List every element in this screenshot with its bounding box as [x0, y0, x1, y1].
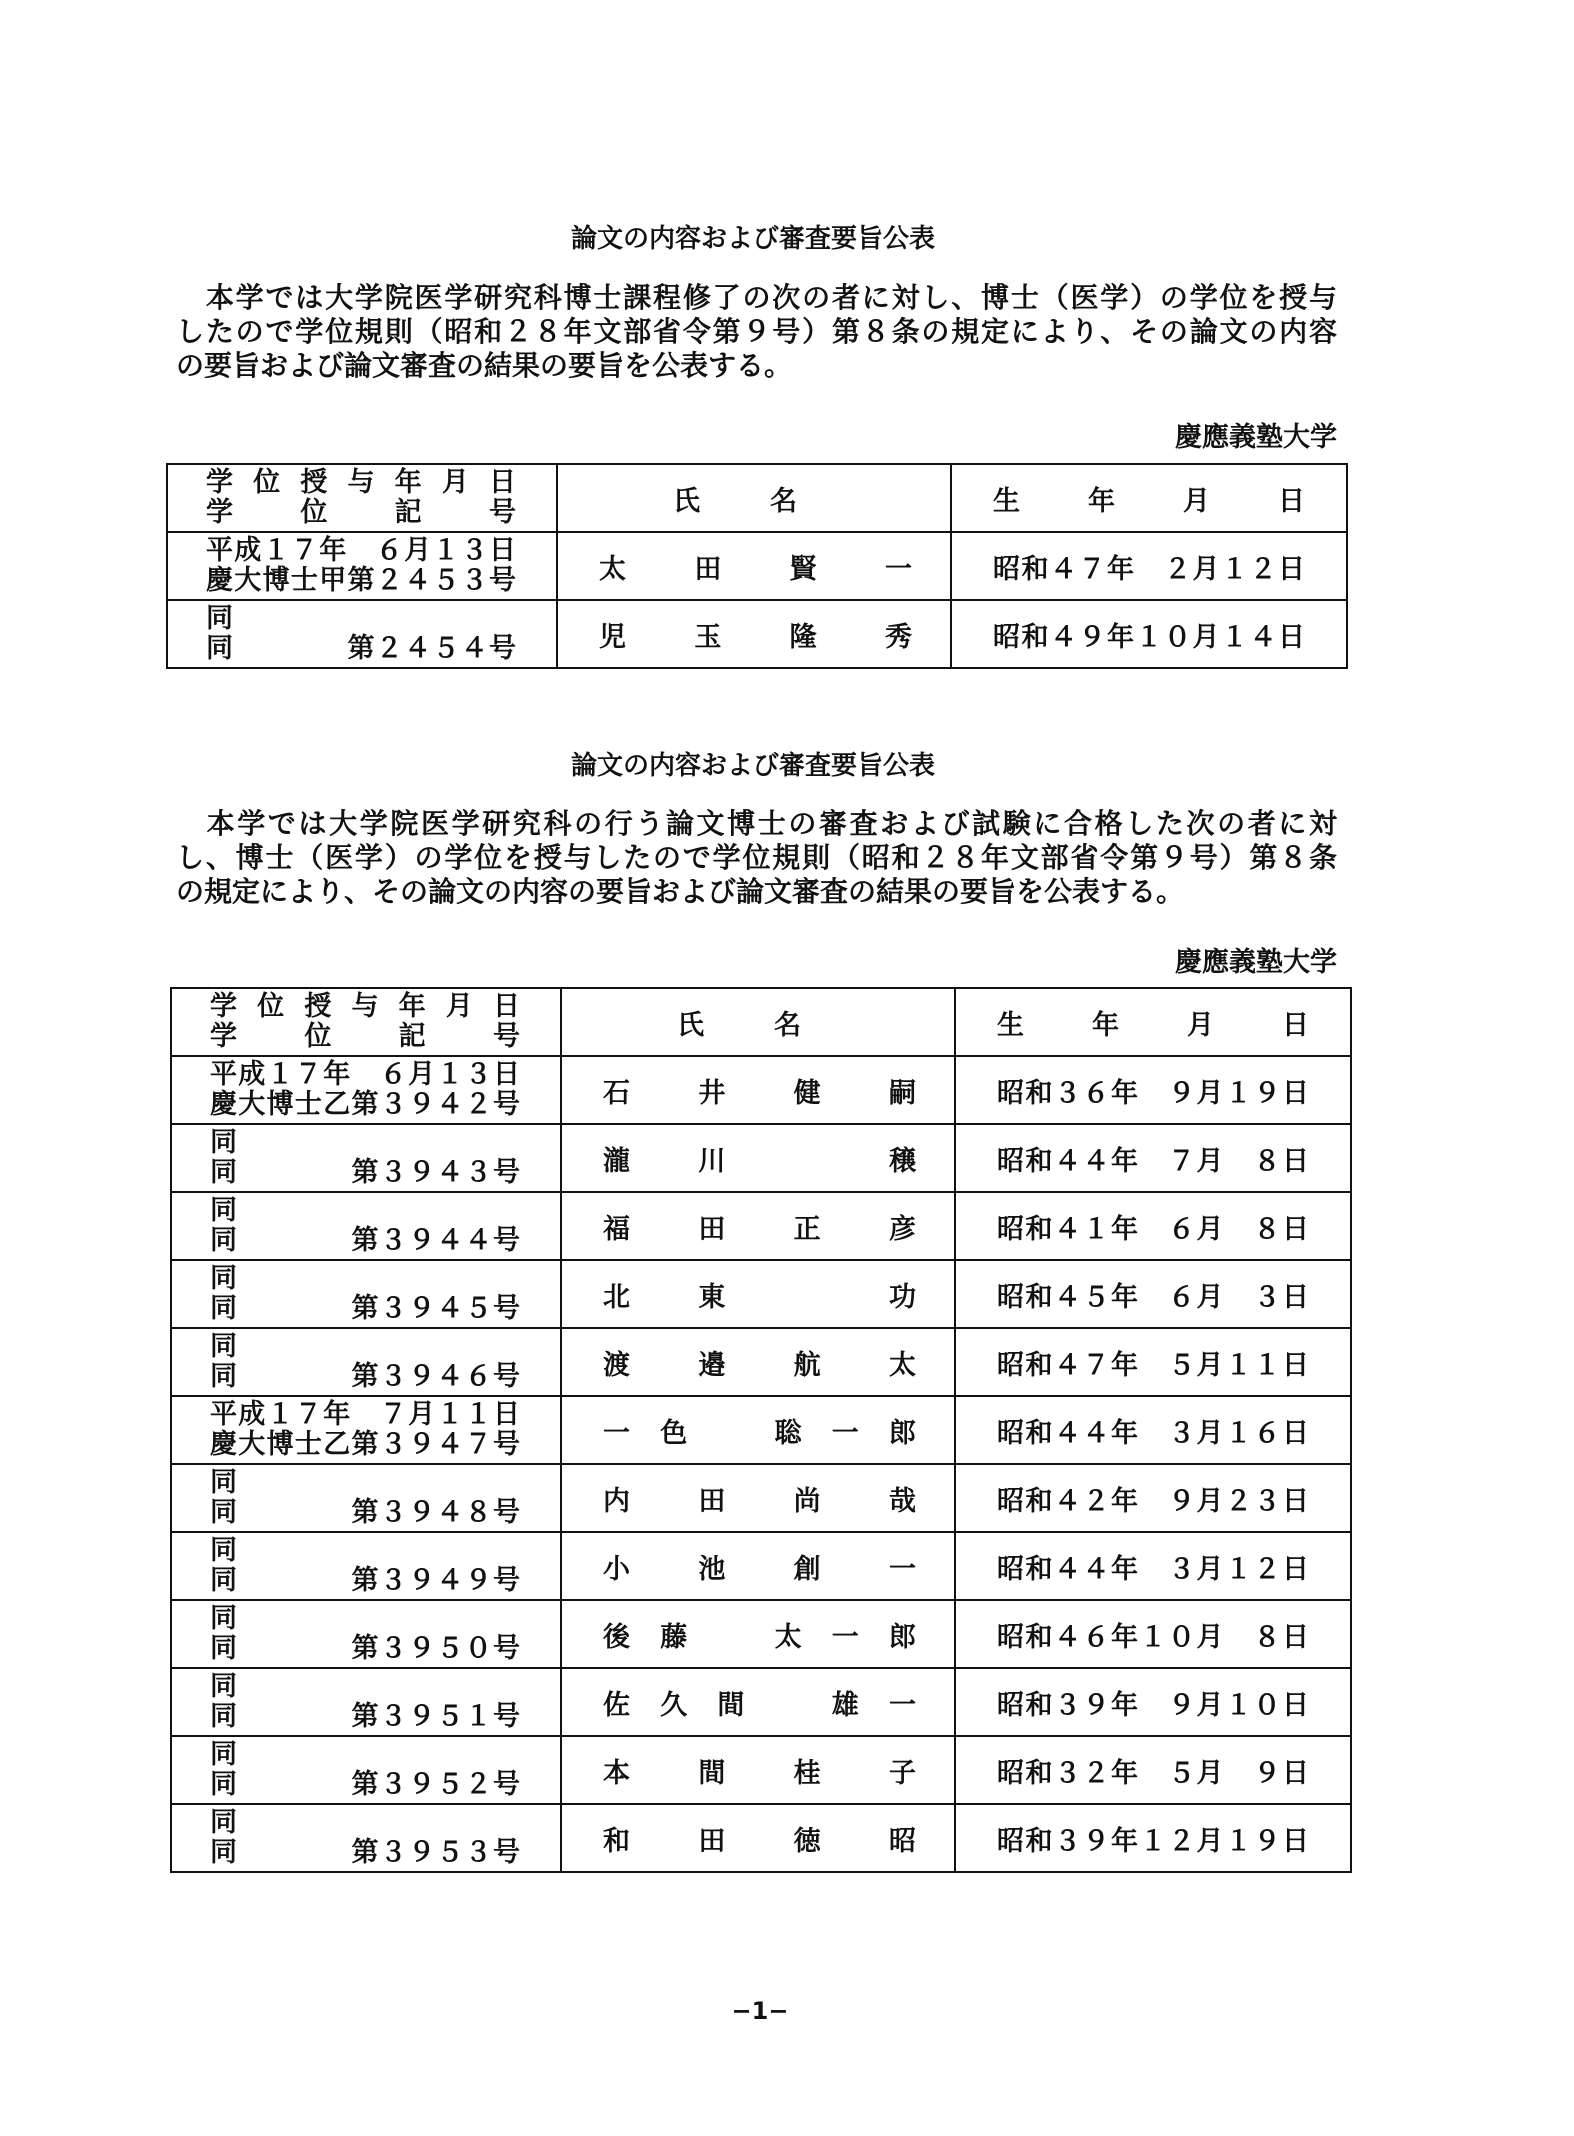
degree-date: 平成１７年 ６月１３日: [210, 1059, 520, 1090]
degree-number: 同 第３９４９号: [210, 1565, 520, 1596]
name-cell: 太田賢一: [557, 532, 951, 600]
table-row: [171, 1668, 1351, 1736]
birth-date-cell: 昭和３６年 ９月１９日: [955, 1056, 1351, 1124]
degree-number: 同 第３９４３号: [210, 1157, 520, 1188]
birth-date-cell: 昭和４４年 ７月 ８日: [955, 1124, 1351, 1192]
table-row: [171, 1804, 1351, 1872]
degree-number: 同 第３９５０号: [210, 1633, 520, 1664]
degree-date: 同: [210, 1807, 237, 1838]
table-row: [171, 1056, 1351, 1124]
name-cell: 内田尚哉: [561, 1464, 955, 1532]
degree-date-number-cell: [167, 464, 557, 532]
paragraph-line: の規定により、その論文の内容の要旨および論文審査の結果の要旨を公表する。: [176, 875, 1185, 908]
degree-number: 慶大博士甲第２４５３号: [206, 565, 516, 596]
degree-number: 学位記号: [210, 1021, 520, 1052]
degree-number: 学位記号: [206, 497, 516, 528]
birth-date-cell: 昭和４９年１０月１４日: [951, 600, 1347, 668]
table-row: [171, 1736, 1351, 1804]
name-header: 氏名: [557, 464, 951, 532]
name-cell: 佐久間 雄一: [561, 1668, 955, 1736]
name-cell: 北東 功: [561, 1260, 955, 1328]
degree-date-number-cell: [171, 1804, 561, 1872]
paragraph-line: し、博士（医学）の学位を授与したので学位規則（昭和２８年文部省令第９号）第８条: [176, 841, 1337, 874]
table-header-row: [167, 464, 1347, 532]
birth-date-cell: 昭和３９年 ９月１０日: [955, 1668, 1351, 1736]
name-cell: 和田徳昭: [561, 1804, 955, 1872]
degree-date: 平成１７年 ７月１１日: [210, 1399, 520, 1430]
name-cell: 渡邉航太: [561, 1328, 955, 1396]
section2-title: 論文の内容および審査要旨公表: [570, 751, 935, 781]
birth-date-cell: 昭和４６年１０月 ８日: [955, 1600, 1351, 1668]
birth-date-cell: 昭和３９年１２月１９日: [955, 1804, 1351, 1872]
name-cell: 後藤 太一郎: [561, 1600, 955, 1668]
table-row: [171, 1260, 1351, 1328]
degree-date-number-cell: [171, 988, 561, 1056]
section2-paragraph: [176, 807, 1337, 909]
degree-date-number-cell: [167, 600, 557, 668]
page-number: −1−: [731, 1997, 789, 2025]
degree-date-number-cell: [171, 1736, 561, 1804]
table-row: [171, 1192, 1351, 1260]
degree-number: 同 第３９４４号: [210, 1225, 520, 1256]
degree-date: 同: [210, 1535, 237, 1566]
birth-date-cell: 昭和４４年 ３月１２日: [955, 1532, 1351, 1600]
degree-number: 同 第２４５４号: [206, 633, 516, 664]
birth-header: 生年月日: [955, 988, 1351, 1056]
section2-university: 慶應義塾大学: [1175, 947, 1337, 978]
section1-degree-table: [166, 463, 1348, 669]
degree-date: 学位授与年月日: [206, 467, 516, 498]
section1-paragraph: [176, 281, 1337, 383]
name-cell: 本間桂子: [561, 1736, 955, 1804]
degree-number: 同 第３９５３号: [210, 1837, 520, 1868]
table-row: [171, 1396, 1351, 1464]
degree-date-number-cell: [171, 1396, 561, 1464]
degree-number: 同 第３９４５号: [210, 1293, 520, 1324]
degree-date-number-cell: [167, 532, 557, 600]
table-row: [171, 1124, 1351, 1192]
degree-date: 同: [210, 1263, 237, 1294]
birth-date-cell: 昭和３２年 ５月 ９日: [955, 1736, 1351, 1804]
name-cell: 瀧川 穣: [561, 1124, 955, 1192]
degree-number: 同 第３９５２号: [210, 1769, 520, 1800]
paragraph-line: 本学では大学院医学研究科の行う論文博士の審査および試験に合格した次の者に対: [176, 807, 1337, 840]
name-cell: 児玉隆秀: [557, 600, 951, 668]
section2-degree-table: [170, 987, 1352, 1873]
birth-date-cell: 昭和４７年 ５月１１日: [955, 1328, 1351, 1396]
birth-date-cell: 昭和４２年 ９月２３日: [955, 1464, 1351, 1532]
degree-date-number-cell: [171, 1668, 561, 1736]
birth-date-cell: 昭和４５年 ６月 ３日: [955, 1260, 1351, 1328]
degree-number: 同 第３９５１号: [210, 1701, 520, 1732]
section1-university: 慶應義塾大学: [1175, 422, 1337, 453]
degree-date-number-cell: [171, 1464, 561, 1532]
degree-date-number-cell: [171, 1532, 561, 1600]
name-header: 氏名: [561, 988, 955, 1056]
degree-date: 同: [210, 1195, 237, 1226]
degree-date: 同: [210, 1127, 237, 1158]
name-cell: 福田正彦: [561, 1192, 955, 1260]
name-cell: 石井健嗣: [561, 1056, 955, 1124]
degree-number: 慶大博士乙第３９４７号: [210, 1429, 520, 1460]
degree-number: 慶大博士乙第３９４２号: [210, 1089, 520, 1120]
birth-date-cell: 昭和４４年 ３月１６日: [955, 1396, 1351, 1464]
paragraph-line: の要旨および論文審査の結果の要旨を公表する。: [176, 349, 793, 382]
name-cell: 一色 聡一郎: [561, 1396, 955, 1464]
paragraph-line: したので学位規則（昭和２８年文部省令第９号）第８条の規定により、その論文の内容: [176, 315, 1337, 348]
name-cell: 小池創一: [561, 1532, 955, 1600]
birth-date-cell: 昭和４１年 ６月 ８日: [955, 1192, 1351, 1260]
degree-date-number-cell: [171, 1124, 561, 1192]
degree-number: 同 第３９４６号: [210, 1361, 520, 1392]
degree-date-number-cell: [171, 1260, 561, 1328]
table-row: [171, 1532, 1351, 1600]
degree-date-number-cell: [171, 1328, 561, 1396]
degree-date: 平成１７年 ６月１３日: [206, 535, 516, 566]
degree-date: 同: [210, 1739, 237, 1770]
birth-date-cell: 昭和４７年 ２月１２日: [951, 532, 1347, 600]
degree-date: 同: [210, 1331, 237, 1362]
degree-date-number-cell: [171, 1056, 561, 1124]
degree-number: 同 第３９４８号: [210, 1497, 520, 1528]
degree-date: 同: [210, 1603, 237, 1634]
section1-title: 論文の内容および審査要旨公表: [570, 224, 935, 254]
degree-date: 学位授与年月日: [210, 991, 520, 1022]
degree-date: 同: [210, 1671, 237, 1702]
table-header-row: [171, 988, 1351, 1056]
table-row: [167, 600, 1347, 668]
degree-date-number-cell: [171, 1600, 561, 1668]
degree-date: 同: [210, 1467, 237, 1498]
table-row: [171, 1464, 1351, 1532]
birth-header: 生年月日: [951, 464, 1347, 532]
table-row: [171, 1328, 1351, 1396]
table-row: [167, 532, 1347, 600]
paragraph-line: 本学では大学院医学研究科博士課程修了の次の者に対し、博士（医学）の学位を授与: [176, 281, 1337, 314]
table-row: [171, 1600, 1351, 1668]
degree-date: 同: [206, 603, 233, 634]
degree-date-number-cell: [171, 1192, 561, 1260]
